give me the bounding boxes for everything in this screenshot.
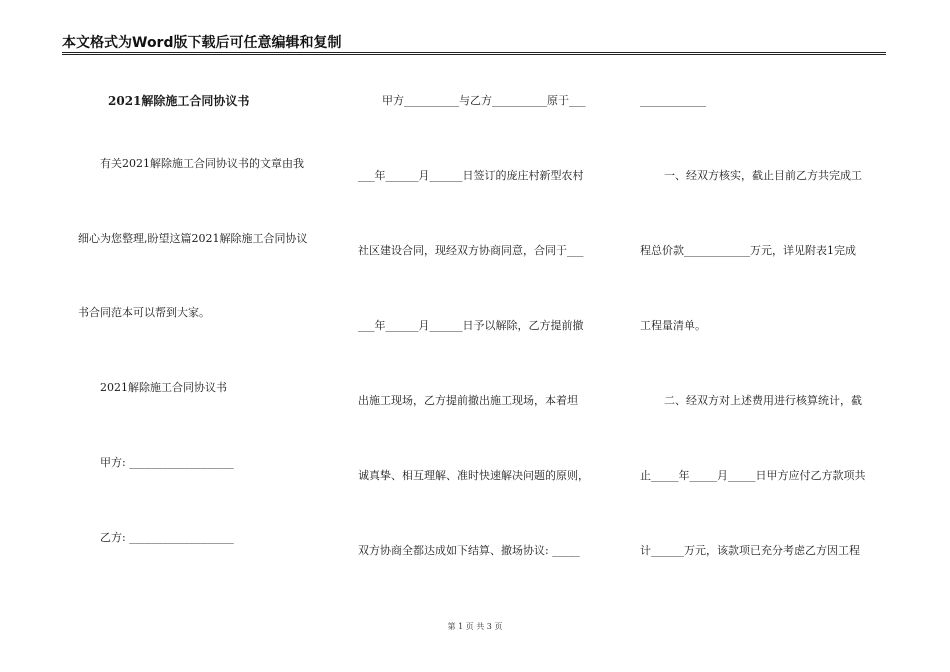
document-title: 2021解除施工合同协议书 [108, 94, 250, 108]
col2-line-3: 社区建设合同，现经双方协商同意，合同于___ [358, 244, 584, 257]
col3-line-2: 一、经双方核实，截止目前乙方共完成工 [664, 169, 862, 182]
col3-line-4: 工程量清单。 [640, 319, 706, 332]
page-number: 第 1 页 共 3 页 [447, 622, 503, 631]
col2-line-7: 双方协商全都达成如下结算、撤场协议: _____ [358, 544, 580, 557]
col2-line-2: ___年______月______日签订的庞庄村新型农村 [358, 169, 584, 182]
col3-line-6: 止_____年_____月_____日甲方应付乙方款项共 [640, 469, 866, 482]
header-rule-bottom [62, 54, 886, 55]
col2-line-5: 出施工现场，乙方提前撤出施工现场，本着坦 [358, 394, 578, 407]
col2-line-6: 诚真挚、相互理解、准时快速解决问题的原则， [358, 469, 589, 482]
header-rule-top [62, 52, 886, 53]
col3-line-5: 二、经双方对上述费用进行核算统计，截 [664, 394, 862, 407]
party-a-field: 甲方: ___________________ [100, 456, 234, 469]
col3-line-7: 计______万元，该款项已充分考虑乙方因工程 [640, 544, 860, 557]
intro-line-1: 有关2021解除施工合同协议书的文章由我 [100, 157, 304, 170]
col3-line-1: ____________ [640, 94, 706, 107]
party-b-field: 乙方: ___________________ [100, 531, 234, 544]
col3-line-3: 程总价款____________万元，详见附表1完成 [640, 244, 856, 257]
col2-line-4: ___年______月______日予以解除，乙方提前撤 [358, 319, 584, 332]
contract-subtitle: 2021解除施工合同协议书 [100, 381, 227, 394]
intro-line-3: 书合同范本可以帮到大家。 [78, 306, 210, 319]
intro-line-2: 细心为您整理,盼望这篇2021解除施工合同协议 [78, 232, 308, 245]
col2-line-1: 甲方__________与乙方__________原于___ [382, 94, 586, 107]
document-header: 本文格式为Word版下载后可任意编辑和复制 [62, 35, 342, 51]
